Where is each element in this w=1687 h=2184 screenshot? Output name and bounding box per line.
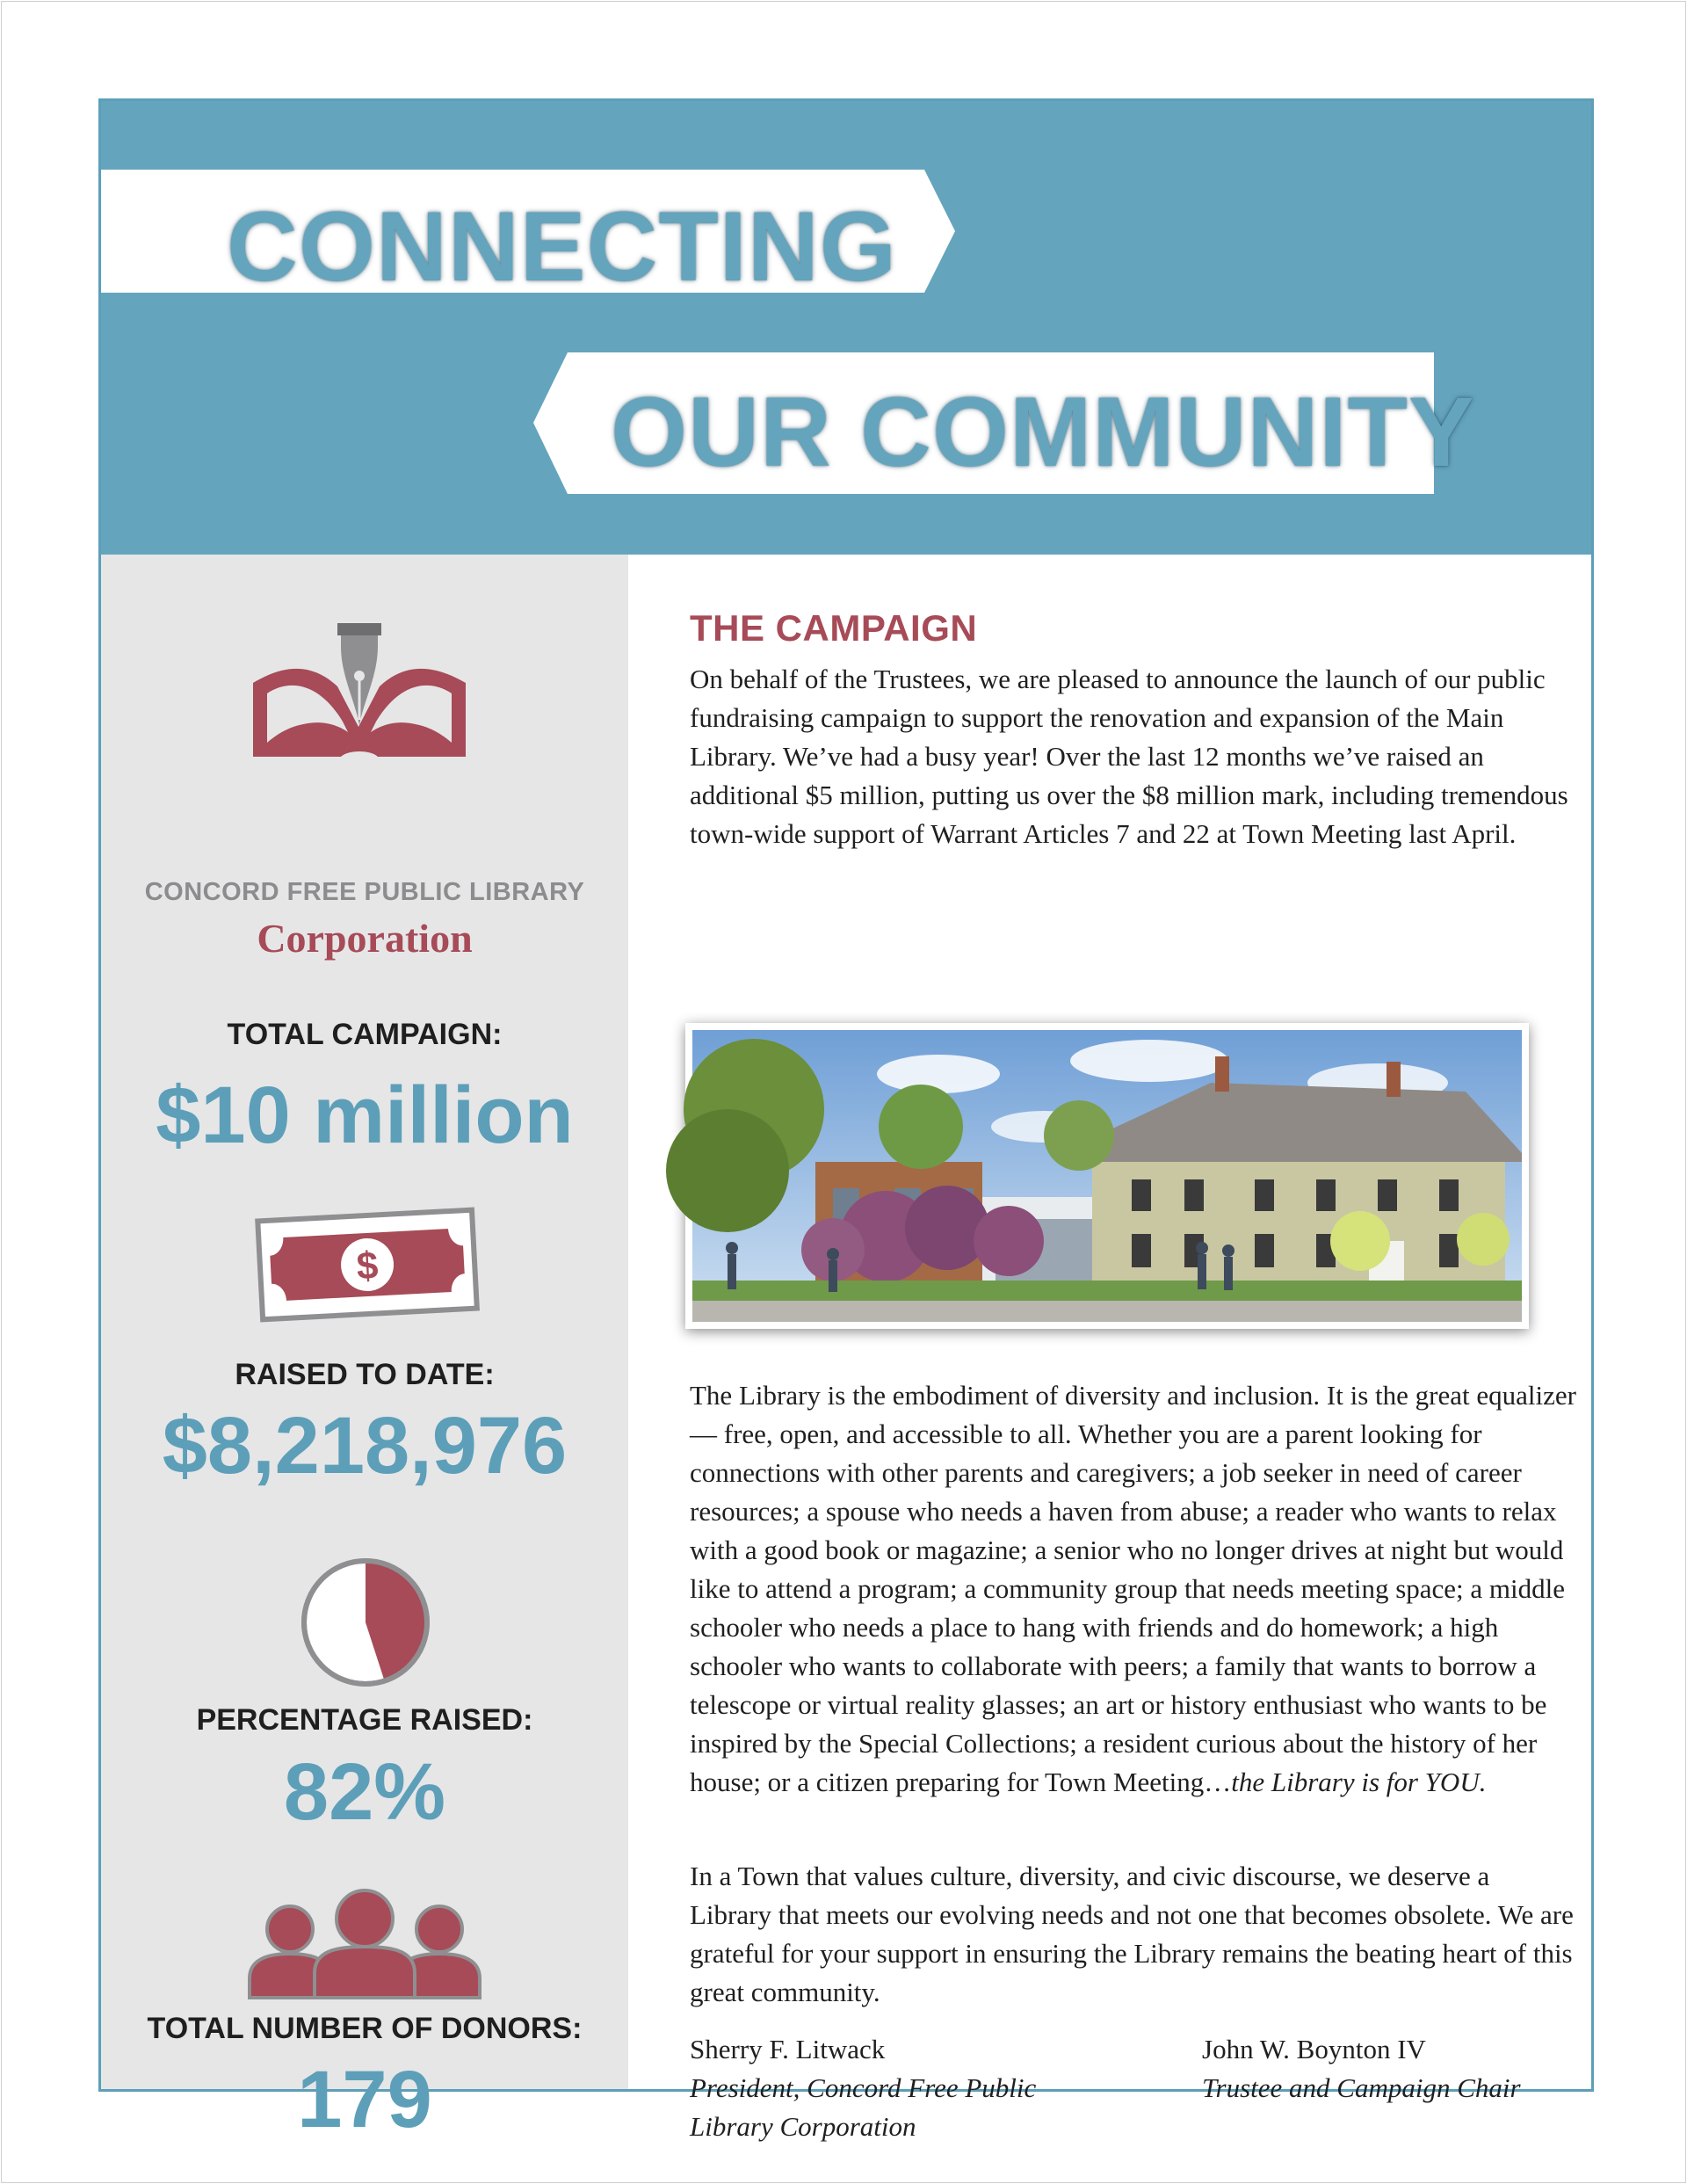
- svg-text:$: $: [355, 1244, 380, 1288]
- percentage-raised-label: PERCENTAGE RAISED:: [196, 1703, 533, 1737]
- section-title: THE CAMPAIGN: [690, 607, 978, 649]
- library-paragraph-main: The Library is the embodiment of diversity and inclusion. It is the great equalizer — free, open, and accessible to all. Whether you are a parent looking for connections with other parents and caregivers; a job seeker in need of career resources; a spouse who needs a haven from abuse; a reader who wants to relax with a good book or magazine; a senior who no longer drives at night but would like to attend a program; a community group that needs meeting space; a middle schooler who needs a place to hang with friends and do homework; a high schooler who wants to collaborate with peers; a family that wants to borrow a telescope or virtual reality glasses; an art or history enthusiast who wants to be inspired by the Special Collections; a resident curious about the history of her house; or a citizen preparing for Town Meeting…: [690, 1380, 1576, 1797]
- dollar-bill-icon: [253, 1205, 481, 1324]
- total-campaign-value: $10 million: [156, 1070, 574, 1160]
- stats-sidebar: [101, 555, 628, 2144]
- total-donors-value: 179: [297, 2055, 432, 2144]
- library-paragraph: [690, 1376, 1577, 1802]
- raised-to-date-value: $8,218,976: [162, 1401, 568, 1491]
- signature-title: Trustee and Campaign Chair: [1202, 2072, 1521, 2103]
- pie-chart-icon: [300, 1556, 431, 1688]
- signature-title: President, Concord Free Public Library Corporation: [690, 2072, 1037, 2142]
- signature-block-2: [1202, 2030, 1571, 2108]
- flyer-page: [98, 98, 1594, 2144]
- total-donors-label: TOTAL NUMBER OF DONORS:: [147, 2012, 583, 2045]
- header-banner: [101, 101, 1591, 555]
- total-campaign-label: TOTAL CAMPAIGN:: [227, 1018, 503, 1051]
- headline-line1: CONNECTING: [227, 192, 897, 301]
- raised-to-date-label: RAISED TO DATE:: [235, 1358, 495, 1391]
- campaign-paragraph: On behalf of the Trustees, we are pleased to announce the launch of our public fundraising campaign to support the renovation and expansion of the Main Library. We’ve had a busy year! Over the last 12 months we’ve raised an additional $5 million, putting us over the $8 million mark, including tremendous town-wide support of Warrant Articles 7 and 22 at Town Meeting last April.: [690, 664, 1568, 849]
- percentage-raised-value: 82%: [283, 1747, 446, 1837]
- library-rendering-image: [685, 1023, 1529, 1329]
- people-icon: [246, 1887, 483, 2001]
- signature-name: Sherry F. Litwack: [690, 2034, 886, 2064]
- org-suffix: Corporation: [257, 916, 473, 961]
- main-content: [628, 555, 1591, 2142]
- book-pen-icon: [246, 623, 474, 764]
- signature-block-1: [690, 2030, 1111, 2146]
- library-paragraph-italic: the Library is for YOU.: [1231, 1767, 1487, 1797]
- headline-line2: OUR COMMUNITY: [611, 377, 1475, 487]
- signature-name: John W. Boynton IV: [1202, 2034, 1426, 2064]
- org-name: CONCORD FREE PUBLIC LIBRARY: [144, 878, 585, 906]
- closing-paragraph: In a Town that values culture, diversity, and civic discourse, we deserve a Library that meets our evolving needs and not one that becomes obsolete. We are grateful for your support in ensuring the Library remains the beating heart of this great community.: [690, 1861, 1574, 2007]
- library-rendering-illustration: [692, 1030, 1522, 1322]
